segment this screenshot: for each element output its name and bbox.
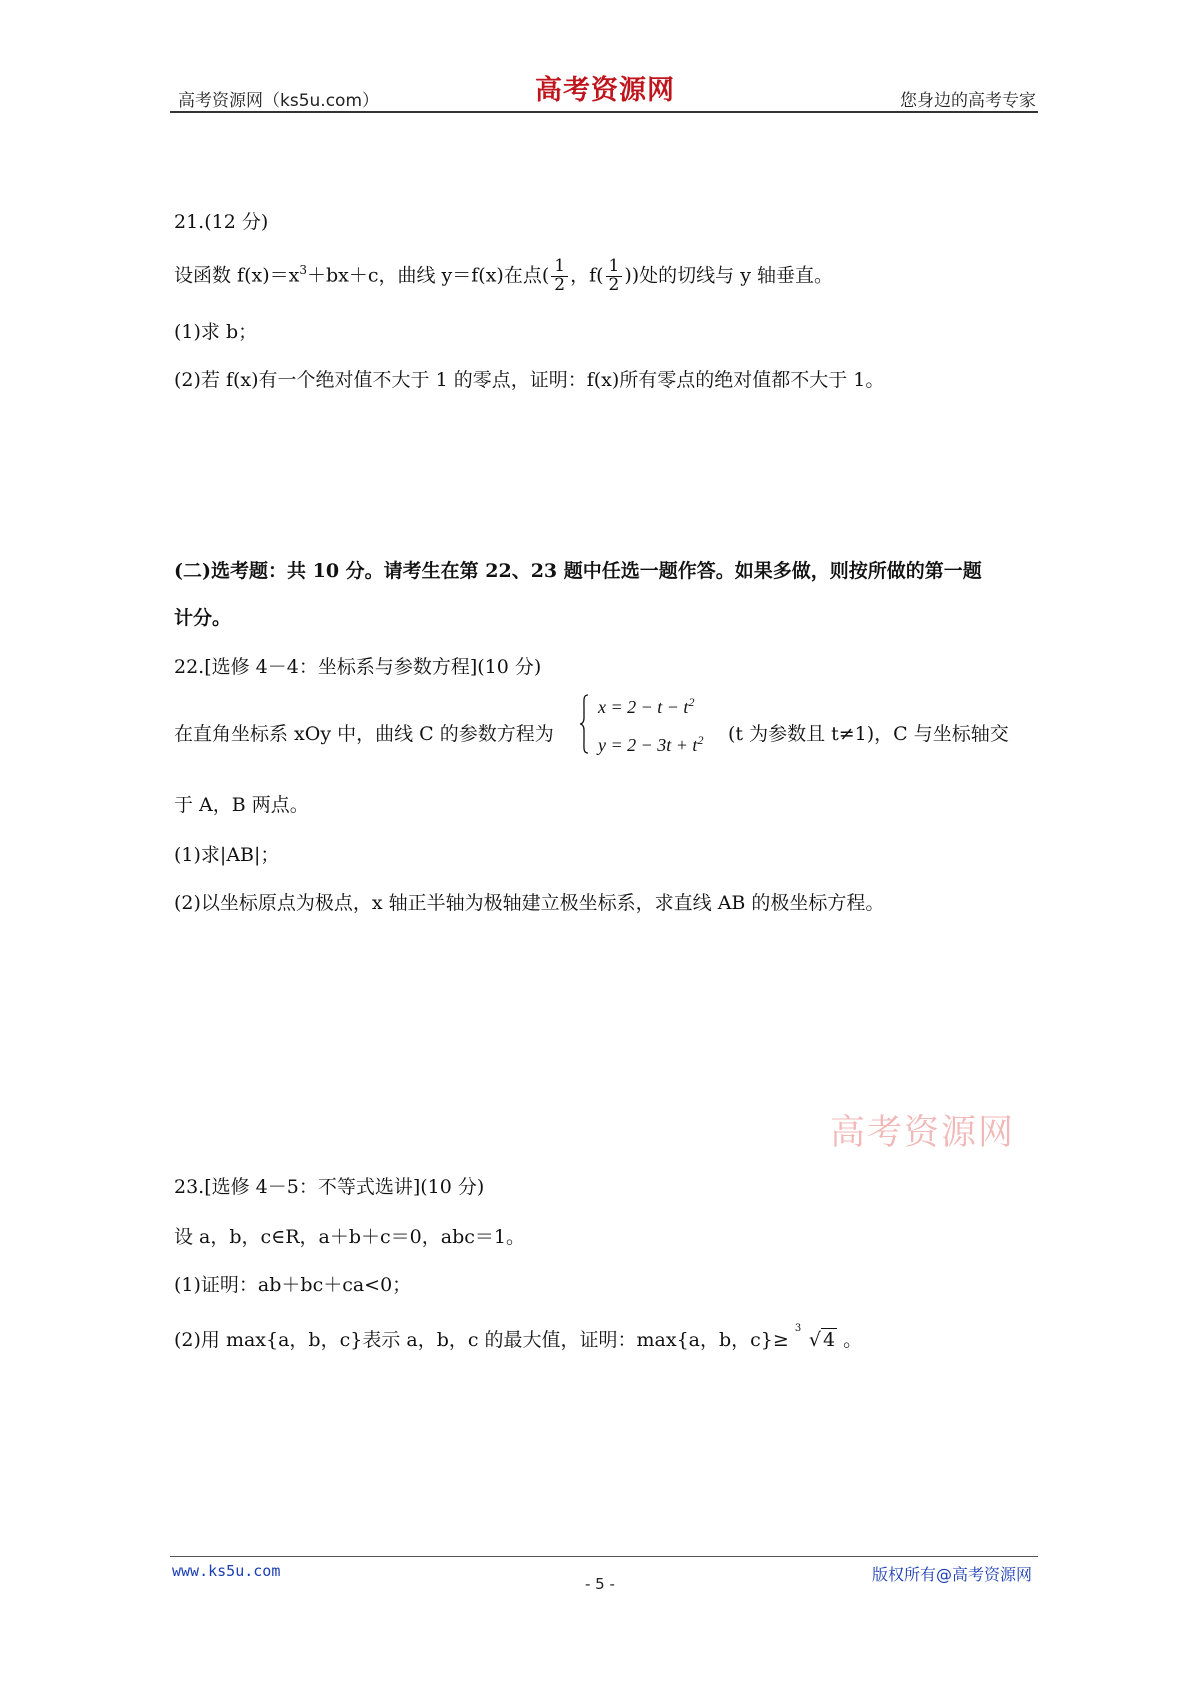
- q21-stem: [174, 258, 833, 295]
- watermark: 高考资源网: [830, 1113, 1016, 1153]
- q21-stem-mid: ＋bx＋c，曲线 y＝f(x)在点(: [306, 264, 550, 287]
- q21-title: 21.(12 分): [174, 211, 269, 233]
- q21-exponent: 3: [299, 263, 307, 278]
- left-brace-icon: [579, 694, 589, 754]
- header-slogan: 您身边的高考专家: [900, 91, 1036, 111]
- q22-title: 22.[选修 4－4：坐标系与参数方程](10 分): [174, 656, 542, 678]
- header-logo: 高考资源网: [535, 75, 675, 106]
- q23-part-1: (1)证明：ab＋bc＋ca<0；: [174, 1274, 412, 1296]
- q21-stem-post: ))处的切线与 y 轴垂直。: [624, 264, 833, 287]
- cube-root: 3 √ 4: [794, 1323, 836, 1351]
- q21-stem-pre: 设函数 f(x)＝x: [174, 264, 300, 287]
- q23-part-2-text: (2)用 max{a，b，c}表示 a，b，c 的最大值，证明：max{a，b，c}≥: [174, 1329, 789, 1351]
- elective-instruction-line-2: 计分。: [174, 607, 232, 629]
- q22-stem-cont: 于 A，B 两点。: [174, 794, 309, 816]
- q23-part-2: [174, 1325, 862, 1352]
- q21-stem-comma: ，f(: [570, 264, 604, 287]
- q22-part-2: (2)以坐标原点为极点，x 轴正半轴为极轴建立极坐标系，求直线 AB 的极坐标方程。: [174, 892, 885, 914]
- q22-equation-y: $y = 2 - 3t + t^2$: [598, 733, 704, 755]
- footer-copyright: 版权所有@高考资源网: [871, 1565, 1032, 1584]
- q23-title: 23.[选修 4－5：不等式选讲](10 分): [174, 1176, 485, 1198]
- q22-stem-post: (t 为参数且 t≠1)，C 与坐标轴交: [728, 723, 1009, 745]
- footer-divider: [170, 1556, 1038, 1557]
- q22-equation-x: $x = 2 - t - t^2$: [598, 695, 695, 717]
- q22-stem-pre: 在直角坐标系 xOy 中，曲线 C 的参数方程为: [174, 723, 554, 745]
- q21-part-1: (1)求 b；: [174, 321, 258, 343]
- header-site-name: 高考资源网（ks5u.com）: [178, 91, 380, 111]
- q23-part-2-end: 。: [843, 1329, 863, 1351]
- elective-instruction-line-1: (二)选考题：共 10 分。请考生在第 22、23 题中任选一题作答。如果多做，则按所做的第一题: [174, 560, 982, 582]
- page-number: - 5 -: [585, 1575, 615, 1593]
- footer-link[interactable]: www.ks5u.com: [172, 1562, 281, 1580]
- q23-stem: 设 a，b，c∈R，a＋b＋c＝0，abc＝1。: [174, 1226, 525, 1248]
- q21-fraction-2: $\frac{1}{2}$: [606, 258, 623, 295]
- q21-fraction-1: $\frac{1}{2}$: [551, 258, 568, 295]
- q22-part-1: (1)求|AB|；: [174, 844, 280, 866]
- header-divider: [170, 111, 1038, 113]
- q21-part-2: (2)若 f(x)有一个绝对值不大于 1 的零点，证明：f(x)所有零点的绝对值都不大于 1。: [174, 369, 885, 391]
